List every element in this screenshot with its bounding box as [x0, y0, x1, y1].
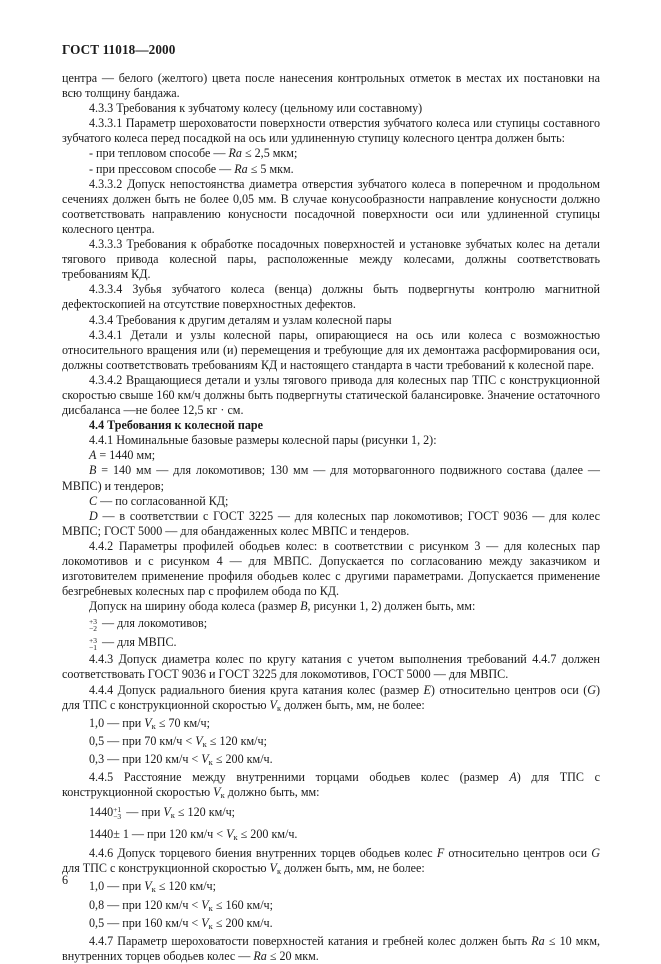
dimension-c: C — по согласованной КД; — [89, 493, 229, 508]
distance-row-1: 1440 +1 −3 — при $V_к \le 120$ км/ч; — [89, 805, 236, 822]
tolerance-mvps: +3 −1 — для МВПС. — [89, 635, 177, 652]
paragraph-4-3-4-1: 4.3.4.1 Детали и узлы колесной пары, опирающиеся на ось или колеса с возможностью относительного вращения или (и) перемещения и требующие для их демонтажа расформирования оси, должны соответствовать требованиям КД и настоящего стандарта в части требований к колесной паре. — [62, 327, 600, 372]
paragraph-4-4-2: 4.4.2 Параметры профилей ободьев колес: в соответствии с рисунком 3 — для колесных пар локомотивов и с рисунком 4 — для МВПС. Допускается по согласованию между заказчиком и изготовителем применение профиля ободьев колес с другими параметрами. Допускается применение безгребневых колесных пар с профилем обода по КД. — [62, 538, 600, 599]
paragraph-4-4-3: 4.4.3 Допуск диаметра колес по кругу катания с учетом выполнения требований 4.4.7 должен соответствовать ГОСТ 9036 и ГОСТ 3225 для локомотивов, ГОСТ 5000 — для МВПС. — [62, 652, 600, 682]
dimension-a: A = 1440 мм; — [89, 448, 156, 463]
list-item-press: - при прессовом способе — Ra ≤ 5 мкм. — [89, 161, 294, 176]
tolerance-fraction: +1 −3 — [113, 805, 122, 822]
distance-row-2: 1440± 1 — при 120 $км/ч < V_к \le 200$ км/ч. — [89, 827, 298, 843]
paragraph-4-4-1: 4.4.1 Номинальные базовые размеры колесной пары (рисунки 1, 2): — [89, 433, 437, 448]
tolerance-locomotives: +3 −2 — для локомотивов; — [89, 616, 208, 633]
runout-row-1: 1,0 — при $V_к \le 70$ км/ч; — [89, 715, 210, 731]
paragraph-bandage: центра — белого (желтого) цвета после нанесения контрольных отметок в местах их постановки на всю толщину бандажа. — [62, 71, 600, 101]
dimension-b: B = 140 мм — для локомотивов; 130 мм — для моторвагонного подвижного состава (далее — МВПС) и тендеров; — [62, 463, 600, 493]
list-item-heat: - при тепловом способе — Ra ≤ 2,5 мкм; — [89, 146, 298, 161]
tolerance-fraction: +3 −1 — [89, 635, 97, 652]
heading-4-3-4: 4.3.4 Требования к другим деталям и узлам колесной пары — [89, 312, 392, 327]
heading-4-3-3: 4.3.3 Требования к зубчатому колесу (цельному или составному) — [89, 101, 423, 116]
paragraph-4-3-3-1: 4.3.3.1 Параметр шероховатости поверхности отверстия зубчатого колеса или ступицы составного зубчатого колеса перед посадкой на ось или удлиненную ступицу колесного центра должен быть: — [62, 116, 600, 146]
dimension-d: D — в соответствии с ГОСТ 3225 — для колесных пар локомотивов; ГОСТ 9036 — для колес МВПС; ГОСТ 5000 — для обандаженных колес МВПС и тендеров. — [62, 508, 600, 538]
paragraph-4-3-3-3: 4.3.3.3 Требования к обработке посадочных поверхностей и установке зубчатых колес на детали тягового привода колесной пары, расположенные между колесами, должны соответствовать требованиям КД. — [62, 237, 600, 282]
section-heading-4-4: 4.4 Требования к колесной паре — [89, 418, 264, 433]
paragraph-rim-width: Допуск на ширину обода колеса (размер B, рисунки 1, 2) должен быть, мм: — [89, 599, 476, 614]
paragraph-4-3-3-2: 4.3.3.2 Допуск непостоянства диаметра отверстия зубчатого колеса в поперечном и продольном сечениях должен быть не более 0,05 мм. В случае конусообразности направление конусности должно соответствовать направлению конусности посадочной поверхности оси или удлиненной ступицы колесного центра. — [62, 176, 600, 236]
document-header: ГОСТ 11018—2000 — [62, 42, 176, 57]
paragraph-4-3-3-4: 4.3.3.4 Зубья зубчатого колеса (венца) должны быть подвергнуты контролю магнитной дефектоскопией на отсутствие поверхностных дефектов. — [62, 282, 600, 312]
runout-row-3: 0,3 — при 120 $км/ч < V_к \le 200$ км/ч. — [89, 751, 273, 767]
face-runout-row-2: 0,8 — при 120 $км/ч < V_к \le 160$ км/ч; — [89, 897, 273, 913]
face-runout-row-3: 0,5 — при 160 $км/ч < V_к \le 200$ км/ч. — [89, 915, 273, 931]
document-body — [62, 71, 600, 964]
face-runout-row-1: 1,0 — при $V_к \le 120$ км/ч; — [89, 879, 216, 895]
paragraph-4-4-7: 4.4.7 Параметр шероховатости поверхностей катания и гребней колес должен быть Ra ≤ 10 мкм, внутренних торцев ободьев колес — Ra ≤ 20 мкм. — [62, 933, 600, 963]
page-number: 6 — [62, 873, 69, 887]
runout-row-2: 0,5 — при 70 $км/ч < V_к \le 120$ км/ч; — [89, 733, 267, 749]
paragraph-4-4-4: 4.4.4 Допуск радиального биения круга катания колес (размер E) относительно центров оси (G) для ТПС с конструкционной скоростью $V_к$ должен быть, мм, не более: — [62, 682, 600, 713]
paragraph-4-4-5: 4.4.5 Расстояние между внутренними торцами ободьев колес (размер A) для ТПС с конструкционной скоростью $V_к$ должно быть, мм: — [62, 770, 600, 801]
paragraph-4-4-6: 4.4.6 Допуск торцевого биения внутренних торцев ободьев колес F относительно центров оси G для ТПС с конструкционной скоростью $V_к$ должен быть, мм, не более: — [62, 846, 600, 877]
tolerance-fraction: +3 −2 — [89, 616, 97, 633]
paragraph-4-3-4-2: 4.3.4.2 Вращающиеся детали и узлы тягового привода для колесных пар ТПС с конструкционной скоростью свыше 160 км/ч должны быть подвергнуты статической балансировке. Значение остаточного дисбаланса —не более 12,5 кг · см. — [62, 372, 600, 418]
